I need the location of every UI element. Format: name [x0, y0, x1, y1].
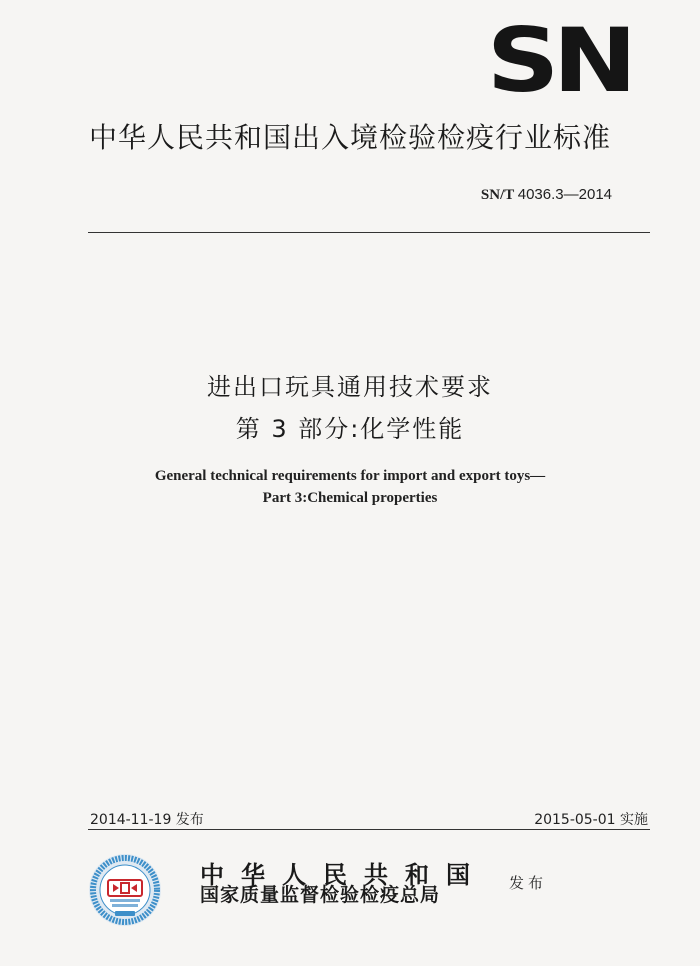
top-divider	[88, 232, 650, 233]
english-title-line-2: Part 3:Chemical properties	[262, 490, 438, 506]
standard-prefix: SN/T	[480, 187, 514, 203]
anti-counterfeit-seal-icon	[88, 853, 162, 927]
issue-date: 2014-11-19 发布	[90, 812, 204, 828]
standard-category-title: 中华人民共和国出入境检验检疫行业标准	[88, 121, 611, 154]
issuer-agency: 国家质量监督检验检疫总局	[200, 884, 441, 906]
implementation-date: 2015-05-01 实施	[534, 812, 648, 828]
english-title-line-1: General technical requirements for import and export toys—	[154, 468, 546, 484]
bottom-divider	[88, 829, 650, 830]
standard-number	[481, 186, 612, 204]
chinese-title-line-2: 第 3 部分:化学性能	[235, 415, 465, 443]
standard-code: 4036.3—2014	[517, 186, 612, 203]
issuer-country: 中华人民共和国	[200, 860, 487, 889]
chinese-title-line-1: 进出口玩具通用技术要求	[207, 373, 493, 401]
release-label: 发布	[509, 874, 548, 892]
sn-logo: SN	[486, 9, 631, 112]
